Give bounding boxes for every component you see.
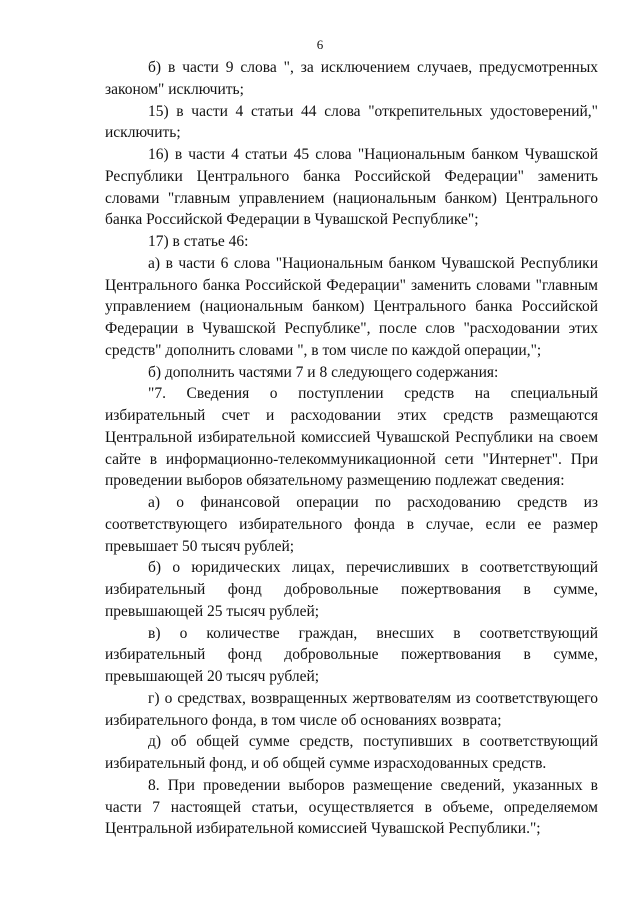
paragraph-part-8: 8. При проведении выборов размещение сведений, указанных в части 7 настоящей статьи, осуществляется в объеме, определяемом Центральной избирательной комиссией Чувашской Республики."; bbox=[105, 776, 598, 838]
paragraph-part-7-v: в) о количестве граждан, внесших в соответствующий избирательный фонд добровольные пожертвования в сумме, превышающей 20 тысяч рублей; bbox=[105, 624, 598, 685]
paragraph-part-7-g: г) о средствах, возвращенных жертвователям из соответствующего избирательного фонда, в том числе об основаниях возврата; bbox=[105, 689, 598, 729]
paragraph-15: 15) в части 4 статьи 44 слова "открепительных удостоверений," исключить; bbox=[105, 102, 598, 142]
paragraph-17: 17) в статье 46: bbox=[148, 233, 249, 250]
page-number: 6 bbox=[316, 37, 324, 52]
paragraph-part-7-b: б) о юридических лицах, перечисливших в соответствующий избирательный фонд добровольные пожертвования в сумме, превышающей 25 тысяч рублей; bbox=[105, 559, 598, 620]
paragraph-part-7: "7. Сведения о поступлении средств на специальный избирательный счет и расходовании этих средств размещаются Центральной избирательной комиссией Чувашской Республики на своем сайте в информационно-телекоммуникационной сети "Интернет". При проведении выборов обязательному размещению подлежат сведения: bbox=[105, 385, 598, 490]
paragraph-16: 16) в части 4 статьи 45 слова "Национальным банком Чувашской Республики Центрального банка Российской Федерации" заменить словами "главным управлением (национальным банком) Центрального банка Российской Федерации в Чувашской Республике"; bbox=[105, 146, 598, 229]
document-body bbox=[105, 57, 598, 840]
paragraph-17-a: а) в части 6 слова "Национальным банком Чувашской Республики Центрального банка Российской Федерации" заменить словами "главным управлением (национальным банком) Центрального банка Российской Федерации в Чувашской Республике", после слов "расходовании этих средств" дополнить словами ", в том числе по каждой операции,"; bbox=[105, 254, 598, 359]
paragraph-b-part-9: б) в части 9 слова ", за исключением случаев, предусмотренных законом" исключить; bbox=[105, 59, 598, 98]
paragraph-17-b: б) дополнить частями 7 и 8 следующего содержания: bbox=[148, 363, 499, 381]
paragraph-part-7-a: а) о финансовой операции по расходованию средств из соответствующего избирательного фонда в случае, если ее размер превышает 50 тысяч рублей; bbox=[105, 494, 598, 555]
paragraph-part-7-d: д) об общей сумме средств, поступивших в соответствующий избирательный фонд, и об общей сумме израсходованных средств. bbox=[105, 733, 598, 772]
